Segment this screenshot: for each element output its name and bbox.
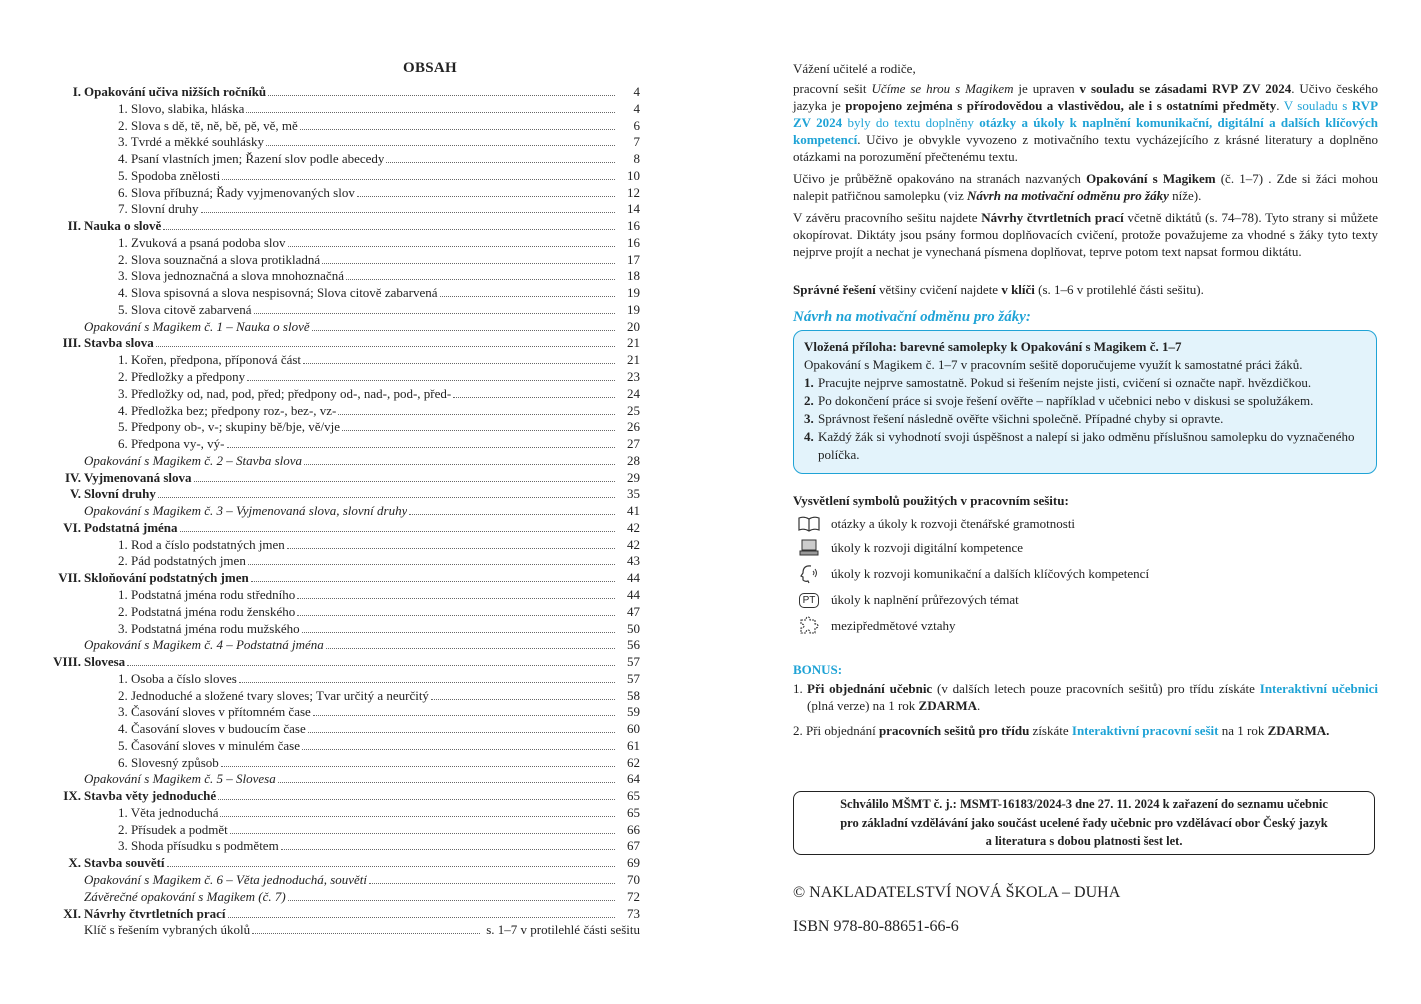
toc-leader bbox=[302, 749, 615, 750]
puzzle-icon bbox=[797, 616, 821, 636]
toc-number: IV. bbox=[64, 469, 81, 485]
toc-row bbox=[50, 185, 640, 202]
toc-entry-text: Stavba věty jednoduché bbox=[84, 788, 217, 804]
toc-page-number: 41 bbox=[627, 503, 640, 519]
intro-paragraph-2: Učivo je průběžně opakováno na stranách nazvaných Opakování s Magikem (č. 1–7) . Zde si žáci mohou nalepit patřičnou samolepku (viz Návrh na motivační odměnu pro žáky níže). bbox=[793, 171, 1379, 203]
symbol-row-reading bbox=[797, 513, 1075, 535]
toc-leader bbox=[313, 715, 615, 716]
toc-entry-text: Stavba slova bbox=[84, 335, 154, 351]
toc-row bbox=[50, 671, 640, 688]
symbol-label: úkoly k rozvoji digitální kompetence bbox=[831, 540, 1024, 555]
toc-row bbox=[50, 486, 640, 503]
toc-entry-text: 1. Zvuková a psaná podoba slov bbox=[118, 234, 286, 250]
toc-leader bbox=[230, 833, 615, 834]
toc-entry-text: 2. Přísudek a podmět bbox=[118, 821, 228, 837]
toc-entry-text: Slovní druhy bbox=[84, 486, 156, 502]
toc-page-number: 4 bbox=[633, 100, 640, 116]
toc-row bbox=[50, 771, 640, 788]
toc-row bbox=[50, 235, 640, 252]
intro-greeting: Vážení učitelé a rodiče, bbox=[793, 61, 916, 76]
toc-page-number: 27 bbox=[627, 436, 640, 452]
toc-leader bbox=[239, 682, 615, 683]
toc-row bbox=[50, 403, 640, 420]
toc-leader bbox=[287, 548, 615, 549]
toc-number: VI. bbox=[63, 519, 81, 535]
toc-entry-text: 4. Psaní vlastních jmen; Řazení slov podle abecedy bbox=[118, 151, 385, 167]
toc-entry-text: 6. Slovesný způsob bbox=[118, 754, 219, 770]
approval-line: Schválilo MŠMT č. j.: MSMT-16183/2024-3 dne 27. 11. 2024 k zařazení do seznamu učebnic bbox=[840, 797, 1328, 811]
toc-page-number: 65 bbox=[627, 788, 640, 804]
toc-row bbox=[50, 537, 640, 554]
reward-heading: Návrh na motivační odměnu pro žáky: bbox=[793, 309, 1031, 325]
toc-page-number: 25 bbox=[627, 402, 640, 418]
toc-row bbox=[50, 118, 640, 135]
toc-page-number: 18 bbox=[627, 268, 640, 284]
toc-row bbox=[50, 252, 640, 269]
toc-row bbox=[50, 738, 640, 755]
toc-page-number: 66 bbox=[627, 821, 640, 837]
toc-page-number: 58 bbox=[627, 687, 640, 703]
toc-entry-text: 1. Osoba a číslo sloves bbox=[118, 670, 237, 686]
toc-leader bbox=[194, 481, 615, 482]
toc-entry-text: 5. Předpony ob-, v-; skupiny bě/bje, vě/vje bbox=[118, 419, 341, 435]
toc-leader bbox=[308, 732, 615, 733]
toc-entry-text: 4. Předložka bez; předpony roz-, bez-, vz- bbox=[118, 402, 337, 418]
table-of-contents bbox=[50, 84, 640, 939]
toc-entry-text: 5. Spodoba znělosti bbox=[118, 167, 221, 183]
symbol-row-communication bbox=[797, 563, 1149, 585]
toc-row bbox=[50, 889, 640, 906]
toc-entry-text: Opakování s Magikem č. 5 – Slovesa bbox=[84, 771, 276, 787]
toc-page-number: 24 bbox=[627, 385, 640, 401]
toc-entry-text: 6. Slova příbuzná; Řady vyjmenovaných slov bbox=[118, 184, 355, 200]
toc-entry-text: 4. Časování sloves v budoucím čase bbox=[118, 721, 306, 737]
toc-entry-text: Opakování s Magikem č. 4 – Podstatná jména bbox=[84, 637, 324, 653]
toc-entry-text: 7. Slovní druhy bbox=[118, 201, 199, 217]
reward-list-item: 3. Správnost řešení následně ověřte všichni společně. Případné chyby si opravte. bbox=[804, 411, 1224, 426]
symbol-label: úkoly k rozvoji komunikační a dalších klíčových kompetencí bbox=[831, 566, 1150, 581]
toc-page-number: 43 bbox=[627, 553, 640, 569]
reward-box bbox=[793, 330, 1377, 474]
reward-list-item: 4. Každý žák si vyhodnotí svoji úspěšnost a nalepí si jako odměnu příslušnou samolepku do vyznačeného políčka. bbox=[804, 429, 1355, 462]
toc-entry-text: Opakování s Magikem č. 2 – Stavba slova bbox=[84, 452, 303, 468]
toc-number: I. bbox=[72, 84, 81, 99]
toc-row bbox=[50, 470, 640, 487]
symbol-label: úkoly k naplnění průřezových témat bbox=[831, 592, 1019, 607]
toc-leader bbox=[201, 212, 615, 213]
toc-entry-text: Závěrečné opakování s Magikem (č. 7) bbox=[84, 888, 286, 904]
intro-paragraph-4: Správné řešení většiny cvičení najdete v klíči (s. 1–6 v protilehlé části sešitu). bbox=[793, 282, 1204, 297]
toc-leader bbox=[251, 581, 615, 582]
toc-leader bbox=[302, 632, 615, 633]
toc-row bbox=[50, 419, 640, 436]
toc-leader bbox=[300, 129, 615, 130]
toc-row bbox=[50, 151, 640, 168]
toc-page-number: 8 bbox=[633, 151, 640, 167]
toc-row bbox=[50, 570, 640, 587]
toc-row bbox=[50, 755, 640, 772]
toc-entry-text: Vyjmenovaná slova bbox=[84, 469, 192, 485]
toc-row bbox=[50, 319, 640, 336]
toc-number: XI. bbox=[63, 905, 81, 921]
toc-entry-text: Opakování s Magikem č. 1 – Nauka o slově bbox=[84, 318, 310, 334]
toc-row bbox=[50, 503, 640, 520]
toc-row bbox=[50, 369, 640, 386]
toc-leader bbox=[252, 933, 480, 934]
toc-page-number: 67 bbox=[627, 838, 640, 854]
toc-page-number: 6 bbox=[633, 117, 640, 133]
symbol-label: mezipředmětové vztahy bbox=[831, 618, 956, 633]
toc-entry-text: Opakování s Magikem č. 3 – Vyjmenovaná slova, slovní druhy bbox=[84, 503, 408, 519]
approval-line: pro základní vzdělávání jako součást ucelené řady učebnic pro vzdělávací obor Český jazyk bbox=[840, 815, 1328, 830]
toc-row bbox=[50, 604, 640, 621]
toc-page-number: 28 bbox=[627, 452, 640, 468]
toc-entry-text: Podstatná jména bbox=[84, 519, 178, 535]
toc-row bbox=[50, 637, 640, 654]
toc-row bbox=[50, 621, 640, 638]
toc-entry-text: Slovesa bbox=[84, 654, 126, 670]
toc-entry-text: 5. Slova citově zabarvená bbox=[118, 301, 252, 317]
toc-page-number: 70 bbox=[627, 871, 640, 887]
toc-entry-text: 2. Pád podstatných jmen bbox=[118, 553, 246, 569]
toc-leader bbox=[409, 514, 615, 515]
toc-page-number: 17 bbox=[627, 251, 640, 267]
toc-page-number: 16 bbox=[627, 218, 640, 234]
toc-entry-text: 1. Kořen, předpona, příponová část bbox=[118, 352, 302, 368]
toc-page-number: 44 bbox=[627, 570, 640, 586]
toc-page-number: 57 bbox=[627, 654, 640, 670]
toc-leader bbox=[288, 246, 615, 247]
toc-page-number: 42 bbox=[627, 536, 640, 552]
toc-row bbox=[50, 201, 640, 218]
toc-entry-text: 1. Rod a číslo podstatných jmen bbox=[118, 536, 285, 552]
bonus-item-2: 2. Při objednání pracovních sešitů pro třídu získáte Interaktivní pracovní sešit na 1 rok ZDARMA. bbox=[793, 723, 1330, 738]
toc-page-number: 42 bbox=[627, 519, 640, 535]
open-book-icon bbox=[797, 514, 821, 534]
toc-page-number: 26 bbox=[627, 419, 640, 435]
toc-row bbox=[50, 268, 640, 285]
toc-page-number: 50 bbox=[627, 620, 640, 636]
toc-leader bbox=[440, 296, 615, 297]
toc-entry-text: Nauka o slově bbox=[84, 218, 162, 234]
toc-leader bbox=[304, 464, 615, 465]
toc-leader bbox=[346, 279, 615, 280]
toc-entry-text: 1. Podstatná jména rodu středního bbox=[118, 586, 296, 602]
toc-entry-text: 3. Shoda přísudku s podmětem bbox=[118, 838, 279, 854]
toc-leader bbox=[247, 380, 615, 381]
toc-page-number: 23 bbox=[627, 369, 640, 385]
toc-entry-text: Opakování s Magikem č. 6 – Věta jednoduchá, souvětí bbox=[84, 871, 368, 887]
toc-leader bbox=[158, 497, 615, 498]
bonus-heading: BONUS: bbox=[793, 662, 843, 677]
symbol-row-crosscurricular bbox=[797, 615, 956, 637]
toc-number: III. bbox=[62, 335, 81, 351]
toc-row bbox=[50, 587, 640, 604]
toc-row bbox=[50, 101, 640, 118]
toc-number: V. bbox=[70, 486, 81, 502]
toc-page-number: 72 bbox=[627, 888, 640, 904]
toc-leader bbox=[228, 917, 615, 918]
toc-page-number: 7 bbox=[633, 134, 640, 150]
approval-line: a literatura s dobou platnosti šest let. bbox=[985, 834, 1183, 848]
isbn: ISBN 978-80-88651-66-6 bbox=[793, 918, 959, 935]
toc-entry-text: 3. Podstatná jména rodu mužského bbox=[118, 620, 300, 636]
toc-row bbox=[50, 704, 640, 721]
toc-leader bbox=[254, 313, 615, 314]
toc-page-number: 62 bbox=[627, 754, 640, 770]
toc-row bbox=[50, 436, 640, 453]
toc-number: II. bbox=[67, 218, 81, 234]
toc-leader bbox=[453, 397, 615, 398]
toc-leader bbox=[369, 883, 615, 884]
toc-entry-text: 2. Jednoduché a složené tvary sloves; Tvar určitý a neurčitý bbox=[118, 687, 429, 703]
toc-page-number: s. 1–7 v protilehlé části sešitu bbox=[486, 922, 640, 938]
toc-page-number: 47 bbox=[627, 603, 640, 619]
toc-leader bbox=[222, 179, 615, 180]
toc-leader bbox=[342, 430, 615, 431]
intro-paragraph-1: pracovní sešit Učíme se hrou s Magikem je upraven v souladu se zásadami RVP ZV 2024. Učivo českého jazyka je propojeno zejména s přírodovědou a vlastivědou, ale i s ostatními předměty. V souladu s RVP ZV 2024 byly do textu doplněny otázky a úkoly k naplnění komunikační, digitální a dalších klíčových kompetencí. Učivo je obvykle vyvozeno z motivačního textu vycházejícího z krásné literatury a doplněno otázkami na porozumění přečtenému textu. bbox=[793, 81, 1379, 164]
speaking-head-icon bbox=[797, 564, 821, 584]
toc-row bbox=[50, 520, 640, 537]
toc-row bbox=[50, 922, 640, 939]
toc-page-number: 21 bbox=[627, 352, 640, 368]
toc-page-number: 19 bbox=[627, 285, 640, 301]
toc-leader bbox=[288, 900, 615, 901]
toc-row bbox=[50, 553, 640, 570]
toc-entry-text: Stavba souvětí bbox=[84, 855, 165, 871]
toc-entry-text: 1. Slovo, slabika, hláska bbox=[118, 100, 245, 116]
computer-icon bbox=[797, 538, 821, 558]
publisher: © NAKLADATELSTVÍ NOVÁ ŠKOLA – DUHA bbox=[793, 884, 1121, 901]
toc-entry-text: 2. Podstatná jména rodu ženského bbox=[118, 603, 296, 619]
toc-page-number: 69 bbox=[627, 855, 640, 871]
toc-row bbox=[50, 822, 640, 839]
toc-row bbox=[50, 134, 640, 151]
toc-page-number: 73 bbox=[627, 905, 640, 921]
toc-row bbox=[50, 721, 640, 738]
toc-title: OBSAH bbox=[402, 60, 457, 76]
toc-entry-text: 2. Slova s dě, tě, ně, bě, pě, vě, mě bbox=[118, 117, 298, 133]
toc-page-number: 16 bbox=[627, 234, 640, 250]
toc-page-number: 65 bbox=[627, 804, 640, 820]
toc-entry-text: Návrhy čtvrtletních prací bbox=[84, 905, 226, 921]
toc-row bbox=[50, 84, 640, 101]
toc-entry-text: 3. Předložky od, nad, pod, před; předpony od-, nad-, pod-, před- bbox=[118, 385, 452, 401]
toc-page-number: 61 bbox=[627, 737, 640, 753]
toc-entry-text: Klíč s řešením vybraných úkolů bbox=[84, 922, 251, 938]
toc-row bbox=[50, 654, 640, 671]
reward-list bbox=[804, 374, 1366, 464]
symbol-row-pt bbox=[797, 589, 1019, 611]
toc-page-number: 4 bbox=[633, 84, 640, 99]
toc-page-number: 29 bbox=[627, 469, 640, 485]
toc-page-number: 14 bbox=[627, 201, 640, 217]
toc-page-number: 57 bbox=[627, 670, 640, 686]
toc-entry-text: 3. Tvrdé a měkké souhlásky bbox=[118, 134, 264, 150]
toc-row bbox=[50, 352, 640, 369]
toc-page-number: 19 bbox=[627, 301, 640, 317]
toc-row bbox=[50, 453, 640, 470]
toc-leader bbox=[338, 414, 615, 415]
reward-list-item: 2. Po dokončení práce si svoje řešení ověřte – například v učebnici nebo v diskusi se spolužákem. bbox=[804, 393, 1314, 408]
toc-leader bbox=[218, 799, 615, 800]
toc-page-number: 59 bbox=[627, 704, 640, 720]
reward-box-title: Vložená příloha: barevné samolepky k Opakování s Magikem č. 1–7 bbox=[804, 339, 1182, 354]
toc-entry-text: 3. Časování sloves v přítomném čase bbox=[118, 704, 311, 720]
toc-entry-text: 3. Slova jednoznačná a slova mnohoznačná bbox=[118, 268, 344, 284]
toc-leader bbox=[221, 766, 615, 767]
toc-number: X. bbox=[68, 855, 81, 871]
symbol-row-digital bbox=[797, 537, 1023, 559]
toc-page-number: 60 bbox=[627, 721, 640, 737]
toc-row bbox=[50, 805, 640, 822]
toc-leader bbox=[303, 363, 615, 364]
toc-entry-text: 2. Slova souznačná a slova protikladná bbox=[118, 251, 321, 267]
toc-entry-text: 6. Předpona vy-, vý- bbox=[118, 436, 225, 452]
toc-leader bbox=[322, 263, 615, 264]
toc-row bbox=[50, 168, 640, 185]
toc-leader bbox=[180, 531, 615, 532]
toc-entry-text: 4. Slova spisovná a slova nespisovná; Slova citově zabarvená bbox=[118, 285, 438, 301]
toc-row bbox=[50, 302, 640, 319]
toc-leader bbox=[386, 162, 615, 163]
toc-leader bbox=[220, 816, 615, 817]
toc-page-number: 21 bbox=[627, 335, 640, 351]
symbol-label: otázky a úkoly k rozvoji čtenářské gramotnosti bbox=[831, 516, 1076, 531]
toc-number: VII. bbox=[58, 570, 81, 586]
toc-row bbox=[50, 855, 640, 872]
symbols-heading: Vysvětlení symbolů použitých v pracovním sešitu: bbox=[793, 493, 1069, 508]
toc-leader bbox=[227, 447, 615, 448]
reward-list-item: 1. Pracujte nejprve samostatně. Pokud si řešením nejste jisti, cvičení si označte např. hvězdičkou. bbox=[804, 375, 1312, 390]
toc-entry-text: 5. Časování sloves v minulém čase bbox=[118, 737, 300, 753]
toc-leader bbox=[127, 665, 615, 666]
toc-leader bbox=[156, 346, 615, 347]
toc-leader bbox=[268, 95, 615, 96]
toc-leader bbox=[248, 564, 615, 565]
toc-entry-text: Opakování učiva nižších ročníků bbox=[84, 84, 267, 99]
toc-row bbox=[50, 218, 640, 235]
toc-row bbox=[50, 872, 640, 889]
toc-row bbox=[50, 335, 640, 352]
toc-leader bbox=[326, 648, 615, 649]
toc-number: VIII. bbox=[53, 654, 81, 670]
toc-row bbox=[50, 285, 640, 302]
toc-leader bbox=[167, 866, 615, 867]
intro-paragraph-3: V závěru pracovního sešitu najdete Návrhy čtvrtletních prací včetně diktátů (s. 74–78). Tyto strany si můžete okopírovat. Diktáty jsou psány formou doplňovacích cvičení, protože považujeme za vhodné s žáky tyto texty nejprve projít a nechat je vynechaná písmena doplňovat, teprve potom text napsat formou diktátu. bbox=[793, 210, 1378, 259]
toc-page-number: 10 bbox=[627, 167, 640, 183]
toc-entry-text: Skloňování podstatných jmen bbox=[84, 570, 249, 586]
toc-number: IX. bbox=[63, 788, 81, 804]
toc-row bbox=[50, 788, 640, 805]
toc-leader bbox=[312, 330, 615, 331]
toc-leader bbox=[246, 112, 615, 113]
toc-leader bbox=[281, 849, 615, 850]
toc-leader bbox=[431, 699, 615, 700]
toc-page-number: 20 bbox=[627, 318, 640, 334]
toc-row bbox=[50, 838, 640, 855]
bonus-item-1: 1. Při objednání učebnic (v dalších letech pouze pracovních sešitů) pro třídu získáte Interaktivní učebnici (plná verze) na 1 rok ZDARMA. bbox=[793, 681, 1378, 713]
toc-row bbox=[50, 386, 640, 403]
toc-leader bbox=[278, 782, 615, 783]
toc-leader bbox=[357, 196, 615, 197]
toc-entry-text: 1. Věta jednoduchá bbox=[118, 804, 219, 820]
pt-badge-icon: PT bbox=[797, 590, 821, 610]
toc-row bbox=[50, 688, 640, 705]
toc-page-number: 56 bbox=[627, 637, 640, 653]
toc-page-number: 64 bbox=[627, 771, 640, 787]
toc-entry-text: 2. Předložky a předpony bbox=[118, 369, 246, 385]
toc-leader bbox=[297, 615, 615, 616]
toc-leader bbox=[297, 598, 615, 599]
reward-box-intro: Opakování s Magikem č. 1–7 v pracovním sešitě doporučujeme využít k samostatné práci žáků. bbox=[804, 357, 1303, 372]
toc-leader bbox=[266, 145, 615, 146]
toc-leader bbox=[163, 229, 615, 230]
approval-box bbox=[793, 791, 1375, 855]
toc-page-number: 44 bbox=[627, 586, 640, 602]
toc-page-number: 12 bbox=[627, 184, 640, 200]
toc-page-number: 35 bbox=[627, 486, 640, 502]
toc-row bbox=[50, 906, 640, 923]
